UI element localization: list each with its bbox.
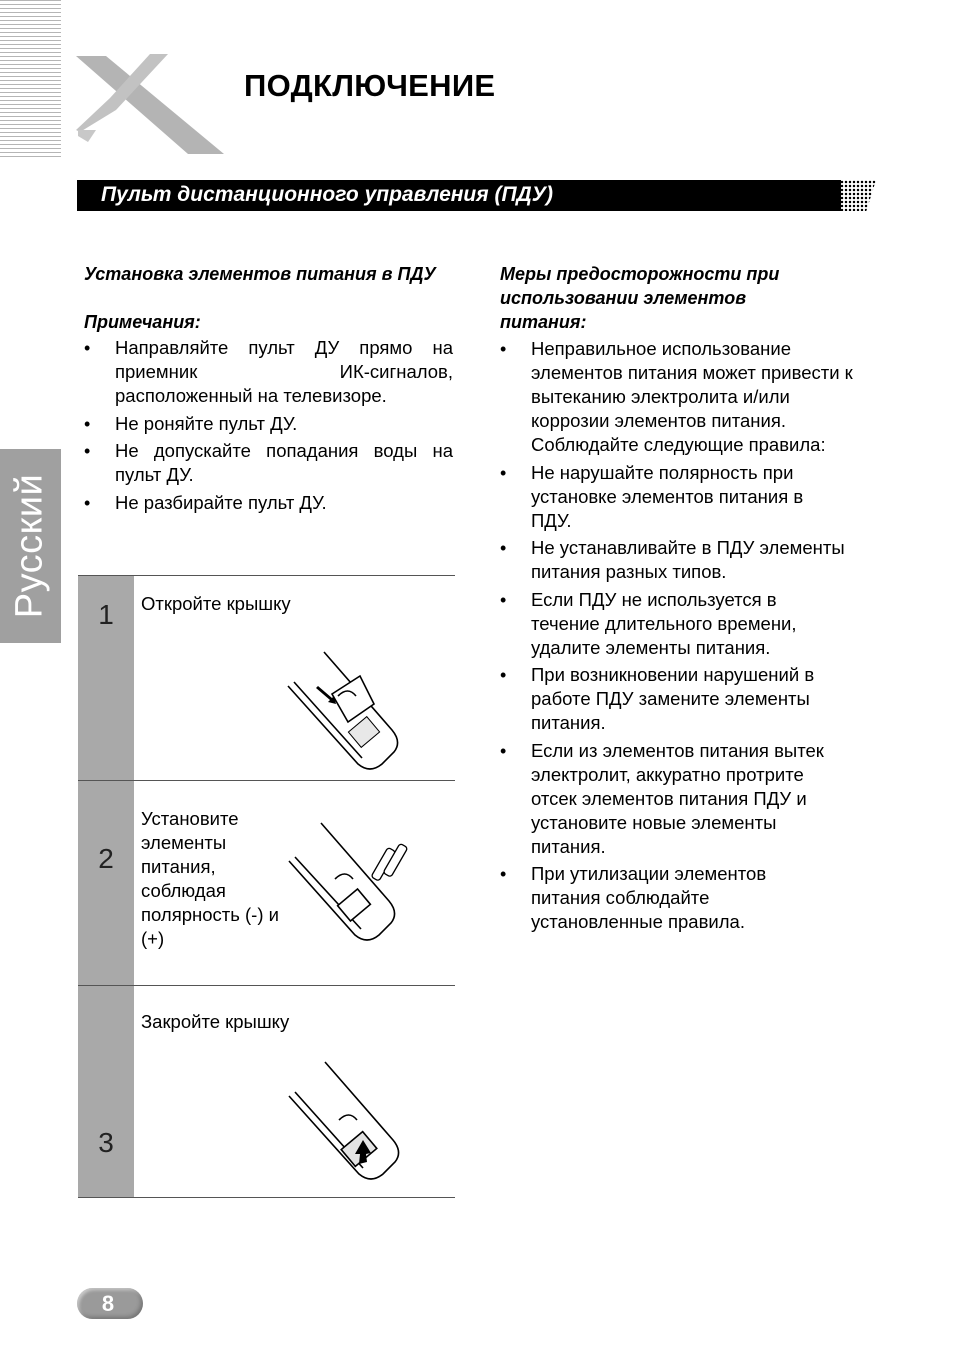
- decorative-stripes: [0, 0, 61, 160]
- notes-heading: Примечания:: [84, 312, 201, 332]
- list-item: • Неправильное использование элементов питания может привести к вытеканию электролита и/или коррозии элементов питания. Соблюдайте следующие правила:: [500, 337, 872, 457]
- page-number: 8: [101, 1291, 115, 1316]
- step-text: Откройте крышку: [141, 593, 291, 614]
- install-steps-table: [78, 575, 455, 1199]
- step-row-2: [78, 780, 455, 986]
- step-number: 3: [98, 1127, 114, 1158]
- list-item: • Направляйте пульт ДУ прямо на приемник ИК-сигналов, расположенный на телевизоре.: [84, 336, 453, 408]
- battery-install-heading: Установка элементов питания в ПДУ: [84, 264, 436, 284]
- step-number-column: [78, 781, 134, 986]
- list-item: • Не устанавливайте в ПДУ элементы питания разных типов.: [500, 536, 872, 584]
- precautions-list: [500, 337, 872, 934]
- step-text: Закройте крышку: [141, 1011, 290, 1032]
- remote-open-cover-icon: [278, 646, 408, 776]
- list-item: • Не роняйте пульт ДУ.: [84, 412, 453, 436]
- step-row-3: [78, 985, 455, 1198]
- section-bar-dots: [832, 180, 876, 211]
- step-number-column: [78, 986, 134, 1198]
- step-number: 1: [98, 599, 114, 630]
- step-row-1: [78, 575, 455, 781]
- section-title: Пульт дистанционного управления (ПДУ): [101, 183, 553, 206]
- steps-table-bottom-border: [78, 1197, 455, 1198]
- list-item: • При возникновении нарушений в работе ПДУ замените элементы питания.: [500, 663, 851, 735]
- battery-precautions-section: [500, 262, 872, 938]
- list-item: • При утилизации элементов питания соблюдайте установленные правила.: [500, 862, 801, 934]
- step-number: 2: [98, 843, 114, 874]
- step-text: Установите элементы питания, соблюдая полярность (-) и (+): [141, 808, 279, 949]
- page-title: ПОДКЛЮЧЕНИЕ: [244, 68, 496, 103]
- list-item: • Не нарушайте полярность при установке элементов питания в ПДУ.: [500, 461, 831, 533]
- list-item: • Не разбирайте пульт ДУ.: [84, 491, 453, 515]
- remote-insert-batteries-icon: [283, 817, 423, 947]
- remote-close-cover-icon: [283, 1056, 413, 1186]
- list-item: • Если из элементов питания вытек электролит, аккуратно протрите отсек элементов питания ПДУ и установите новые элементы питания.: [500, 739, 851, 859]
- language-tab-label: Русский: [8, 473, 51, 619]
- battery-install-section: [84, 262, 453, 518]
- precautions-heading: Меры предосторожности при использовании элементов питания:: [500, 264, 780, 332]
- list-item: • Не допускайте попадания воды на пульт ДУ.: [84, 439, 453, 487]
- x-logo-icon: [70, 50, 230, 160]
- notes-list: [84, 336, 453, 515]
- list-item: • Если ПДУ не используется в течение длительного времени, удалите элементы питания.: [500, 588, 831, 660]
- page-number-badge: [77, 1288, 143, 1319]
